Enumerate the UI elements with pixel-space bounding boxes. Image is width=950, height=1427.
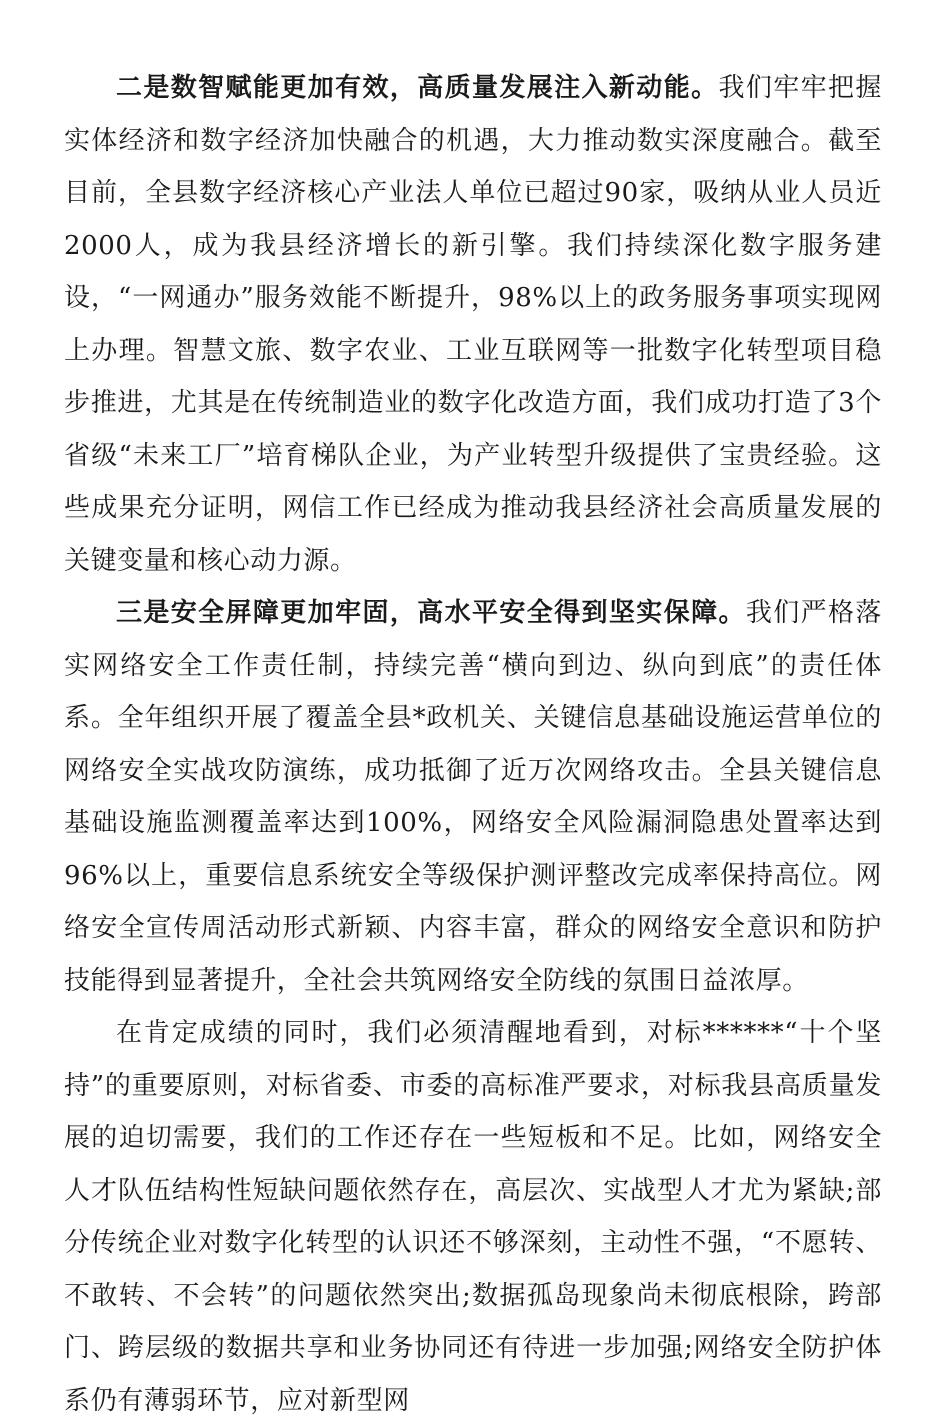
paragraph-lead: 三是安全屏障更加牢固，高水平安全得到坚实保障。: [116, 598, 746, 628]
paragraph-digital-empowerment: [64, 62, 882, 587]
paragraph-shortcomings: [64, 1007, 882, 1427]
paragraph-security-barrier: [64, 587, 882, 1007]
paragraph-body: 我们牢牢把握实体经济和数字经济加快融合的机遇，大力推动数实深度融合。截至目前，全县数字经济核心产业法人单位已超过90家，吸纳从业人员近2000人，成为我县经济增长的新引擎。我们持续深化数字服务建设，“一网通办”服务效能不断提升，98%以上的政务服务事项实现网上办理。智慧文旅、数字农业、工业互联网等一批数字化转型项目稳步推进，尤其是在传统制造业的数字化改造方面，我们成功打造了3个省级“未来工厂”培育梯队企业，为产业转型升级提供了宝贵经验。这些成果充分证明，网信工作已经成为推动我县经济社会高质量发展的关键变量和核心动力源。: [64, 73, 882, 576]
paragraph-lead: 二是数智赋能更加有效，高质量发展注入新动能。: [116, 73, 719, 103]
paragraph-body: 在肯定成绩的同时，我们必须清醒地看到，对标******“十个坚持”的重要原则，对标省委、市委的高标准严要求，对标我县高质量发展的迫切需要，我们的工作还存在一些短板和不足。比如，网络安全人才队伍结构性短缺问题依然存在，高层次、实战型人才尤为紧缺;部分传统企业对数字化转型的认识还不够深刻，主动性不强，“不愿转、不敢转、不会转”的问题依然突出;数据孤岛现象尚未彻底根除，跨部门、跨层级的数据共享和业务协同还有待进一步加强;网络安全防护体系仍有薄弱环节，应对新型网: [64, 1018, 882, 1416]
paragraph-body: 我们严格落实网络安全工作责任制，持续完善“横向到边、纵向到底”的责任体系。全年组织开展了覆盖全县*政机关、关键信息基础设施运营单位的网络安全实战攻防演练，成功抵御了近万次网络攻击。全县关键信息基础设施监测覆盖率达到100%，网络安全风险漏洞隐患处置率达到96%以上，重要信息系统安全等级保护测评整改完成率保持高位。网络安全宣传周活动形式新颖、内容丰富，群众的网络安全意识和防护技能得到显著提升，全社会共筑网络安全防线的氛围日益浓厚。: [64, 598, 882, 996]
